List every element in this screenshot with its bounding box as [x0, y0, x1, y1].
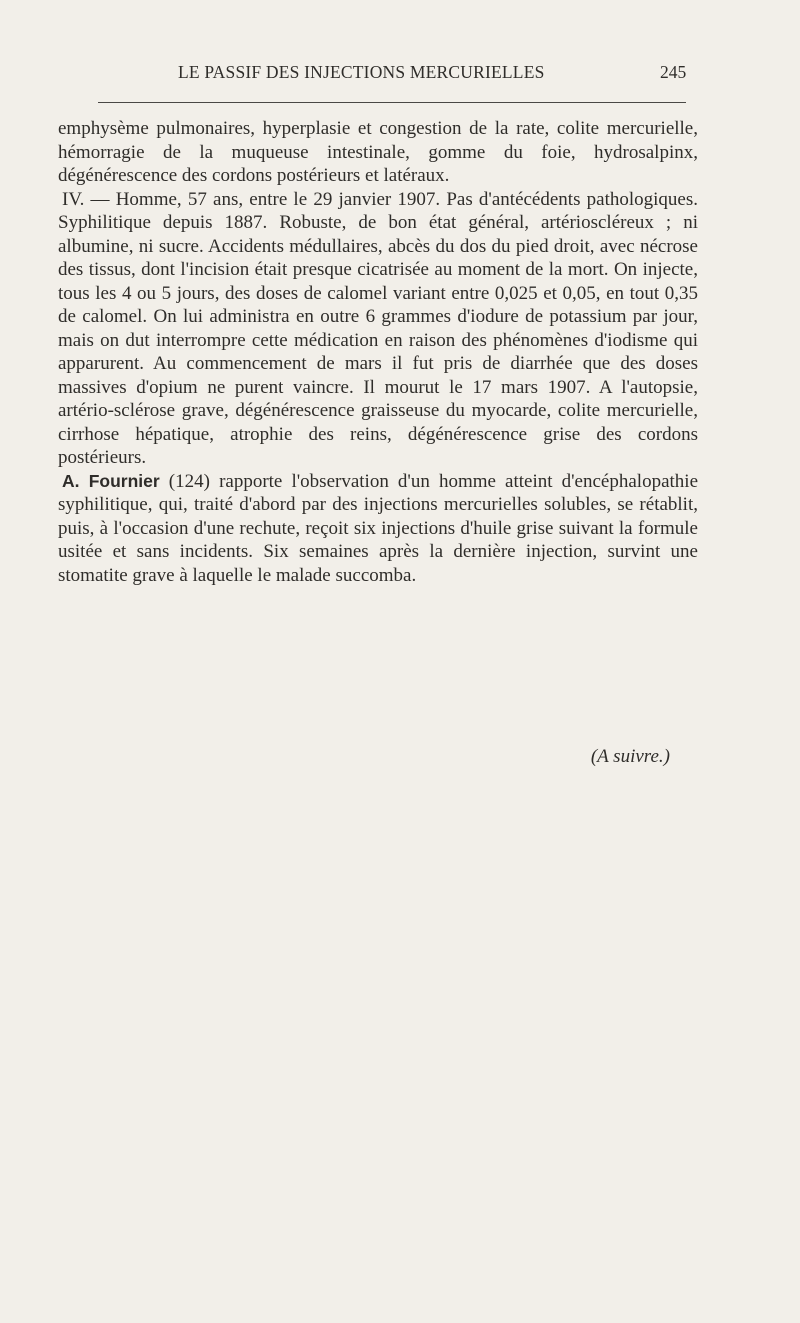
- page-number: 245: [660, 62, 687, 82]
- paragraph-2: IV. — Homme, 57 ans, entre le 29 janvier 1907. Pas d'antécédents pathologiques. Syphilitique depuis 1887. Robuste, de bon état général, artérioscléreux ; ni albumine, ni sucre. Accidents médullaires, abcès du dos du pied droit, avec nécrose des tissus, dont l'incision était presque cicatrisée au moment de la mort. On injecte, tous les 4 ou 5 jours, des doses de calomel variant entre 0,025 et 0,05, en tout 0,35 de calomel. On lui administra en outre 6 grammes d'iodure de potassium par jour, mais on dut interrompre cette médication en raison des phénomènes d'iodisme qui apparurent. Au commencement de mars il fut pris de diarrhée que des doses massives d'opium ne purent vaincre. Il mourut le 17 mars 1907. A l'autopsie, artério-sclérose grave, dégénérescence graisseuse du myocarde, colite mercurielle, cirrhose hépatique, atrophie des reins, dégénérescence grise des cordons postérieurs.: [58, 188, 698, 468]
- paragraph-3: [58, 470, 698, 588]
- header-rule: [98, 102, 686, 103]
- paragraph-1: emphysème pulmonaires, hyperplasie et congestion de la rate, colite mercurielle, hémorragie de la muqueuse intestinale, gomme du foie, hydrosalpinx, dégénérescence des cordons postérieurs et latéraux.: [58, 118, 698, 186]
- author-name: A. Fournier: [62, 470, 160, 491]
- paragraph-3-text: (124) rapporte l'observation d'un homme atteint d'encéphalopathie syphilitique, qui, traité d'abord par des injections mercurielles solubles, se rétablit, puis, à l'occasion d'une rechute, reçoit six injections d'huile grise suivant la formule usitée et sans incidents. Six semaines après la dernière injection, survint une stomatite grave à laquelle le malade succomba.: [58, 470, 698, 586]
- page-header: [0, 60, 800, 90]
- body-text: [58, 117, 698, 767]
- to-be-continued: (A suivre.): [590, 746, 670, 767]
- running-title: LE PASSIF DES INJECTIONS MERCURIELLES: [178, 62, 545, 82]
